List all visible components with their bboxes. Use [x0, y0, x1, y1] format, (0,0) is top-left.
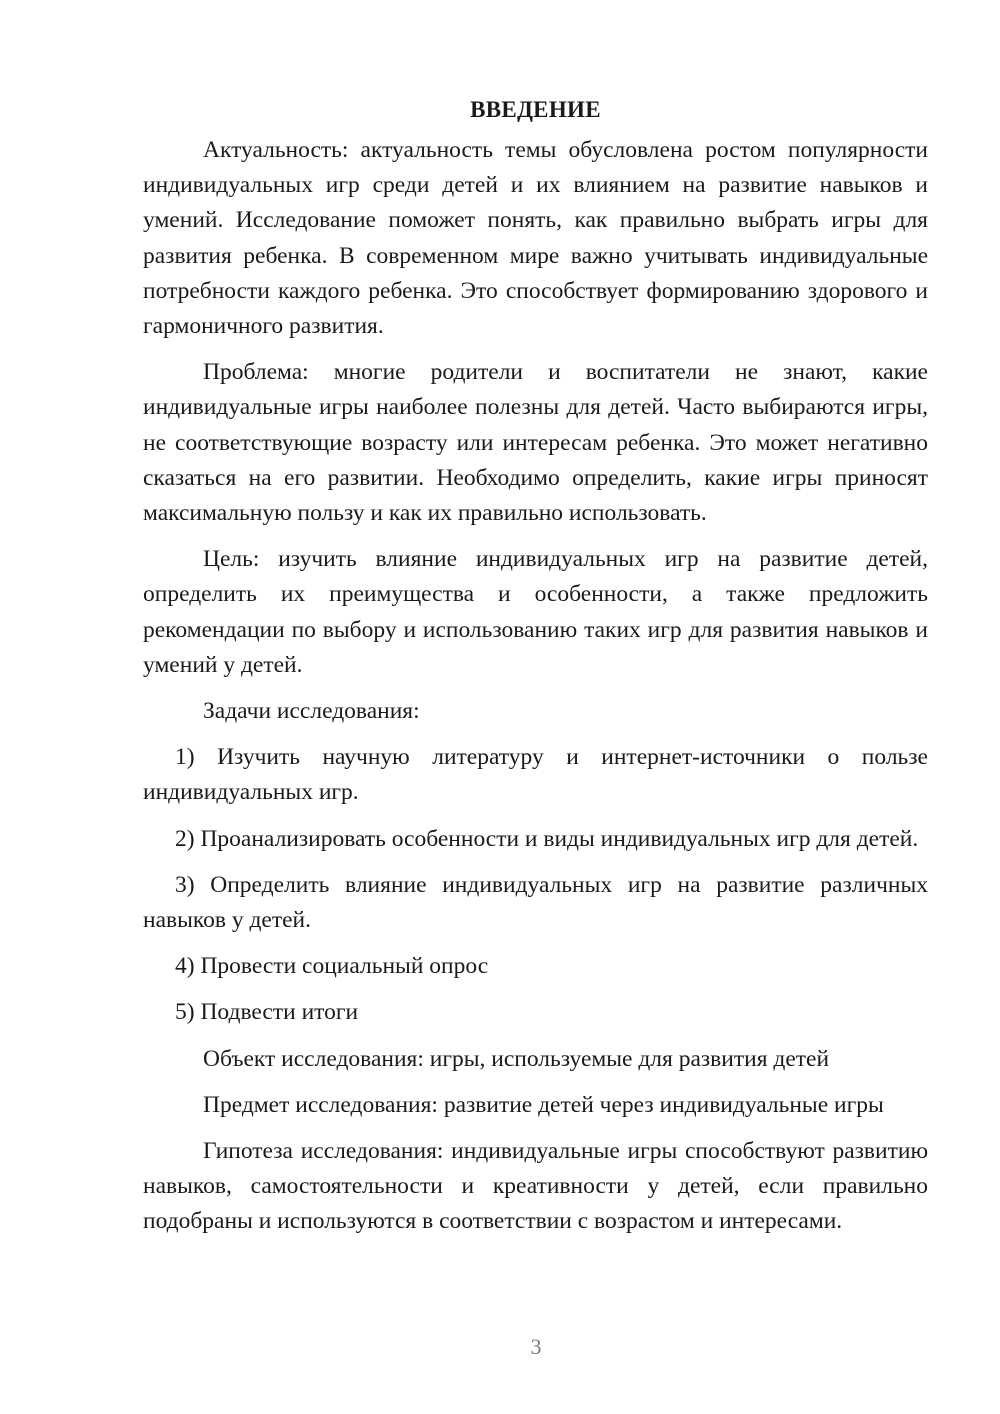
hypothesis-paragraph: Гипотеза исследования: индивидуальные игры способствуют развитию навыков, самостоятельности и креативности у детей, если правильно подобраны и используются в соответствии с возрастом и интересами. [143, 1138, 928, 1235]
goal-paragraph: Цель: изучить влияние индивидуальных игр на развитие детей, определить их преимущества и особенности, а также предложить рекомендации по выбору и использованию таких игр для развития навыков и умений у детей. [143, 546, 928, 678]
subject-paragraph: Предмет исследования: развитие детей через индивидуальные игры [203, 1091, 884, 1118]
relevance-paragraph: Актуальность: актуальность темы обусловлена ростом популярности индивидуальных игр среди детей и их влиянием на развитие навыков и умений. Исследование поможет понять, как правильно выбрать игры для развития ребенка. В современном мире важно учитывать индивидуальные потребности каждого ребенка. Это способствует формированию здорового и гармоничного развития. [143, 137, 928, 340]
page-body [143, 92, 928, 1251]
object-paragraph: Объект исследования: игры, используемые для развития детей [203, 1045, 830, 1072]
problem-paragraph: Проблема: многие родители и воспитатели не знают, какие индивидуальные игры наиболее полезны для детей. Часто выбираются игры, не соответствующие возрасту или интересам ребенка. Это может негативно сказаться на его развитии. Необходимо определить, какие игры приносят максимальную пользу и как их правильно использовать. [143, 359, 928, 527]
task-item: 1) Изучить научную литературу и интернет-источники о пользе индивидуальных игр. [143, 744, 928, 806]
task-item: 2) Проанализировать особенности и виды индивидуальных игр для детей. [175, 825, 919, 852]
tasks-heading: Задачи исследования: [203, 698, 420, 725]
section-heading: ВВЕДЕНИЕ [470, 97, 601, 122]
task-item: 3) Определить влияние индивидуальных игр на развитие различных навыков у детей. [143, 871, 928, 934]
task-item: 5) Подвести итоги [175, 999, 359, 1026]
page-number: 3 [530, 1334, 542, 1359]
task-item: 4) Провести социальный опрос [175, 953, 489, 980]
